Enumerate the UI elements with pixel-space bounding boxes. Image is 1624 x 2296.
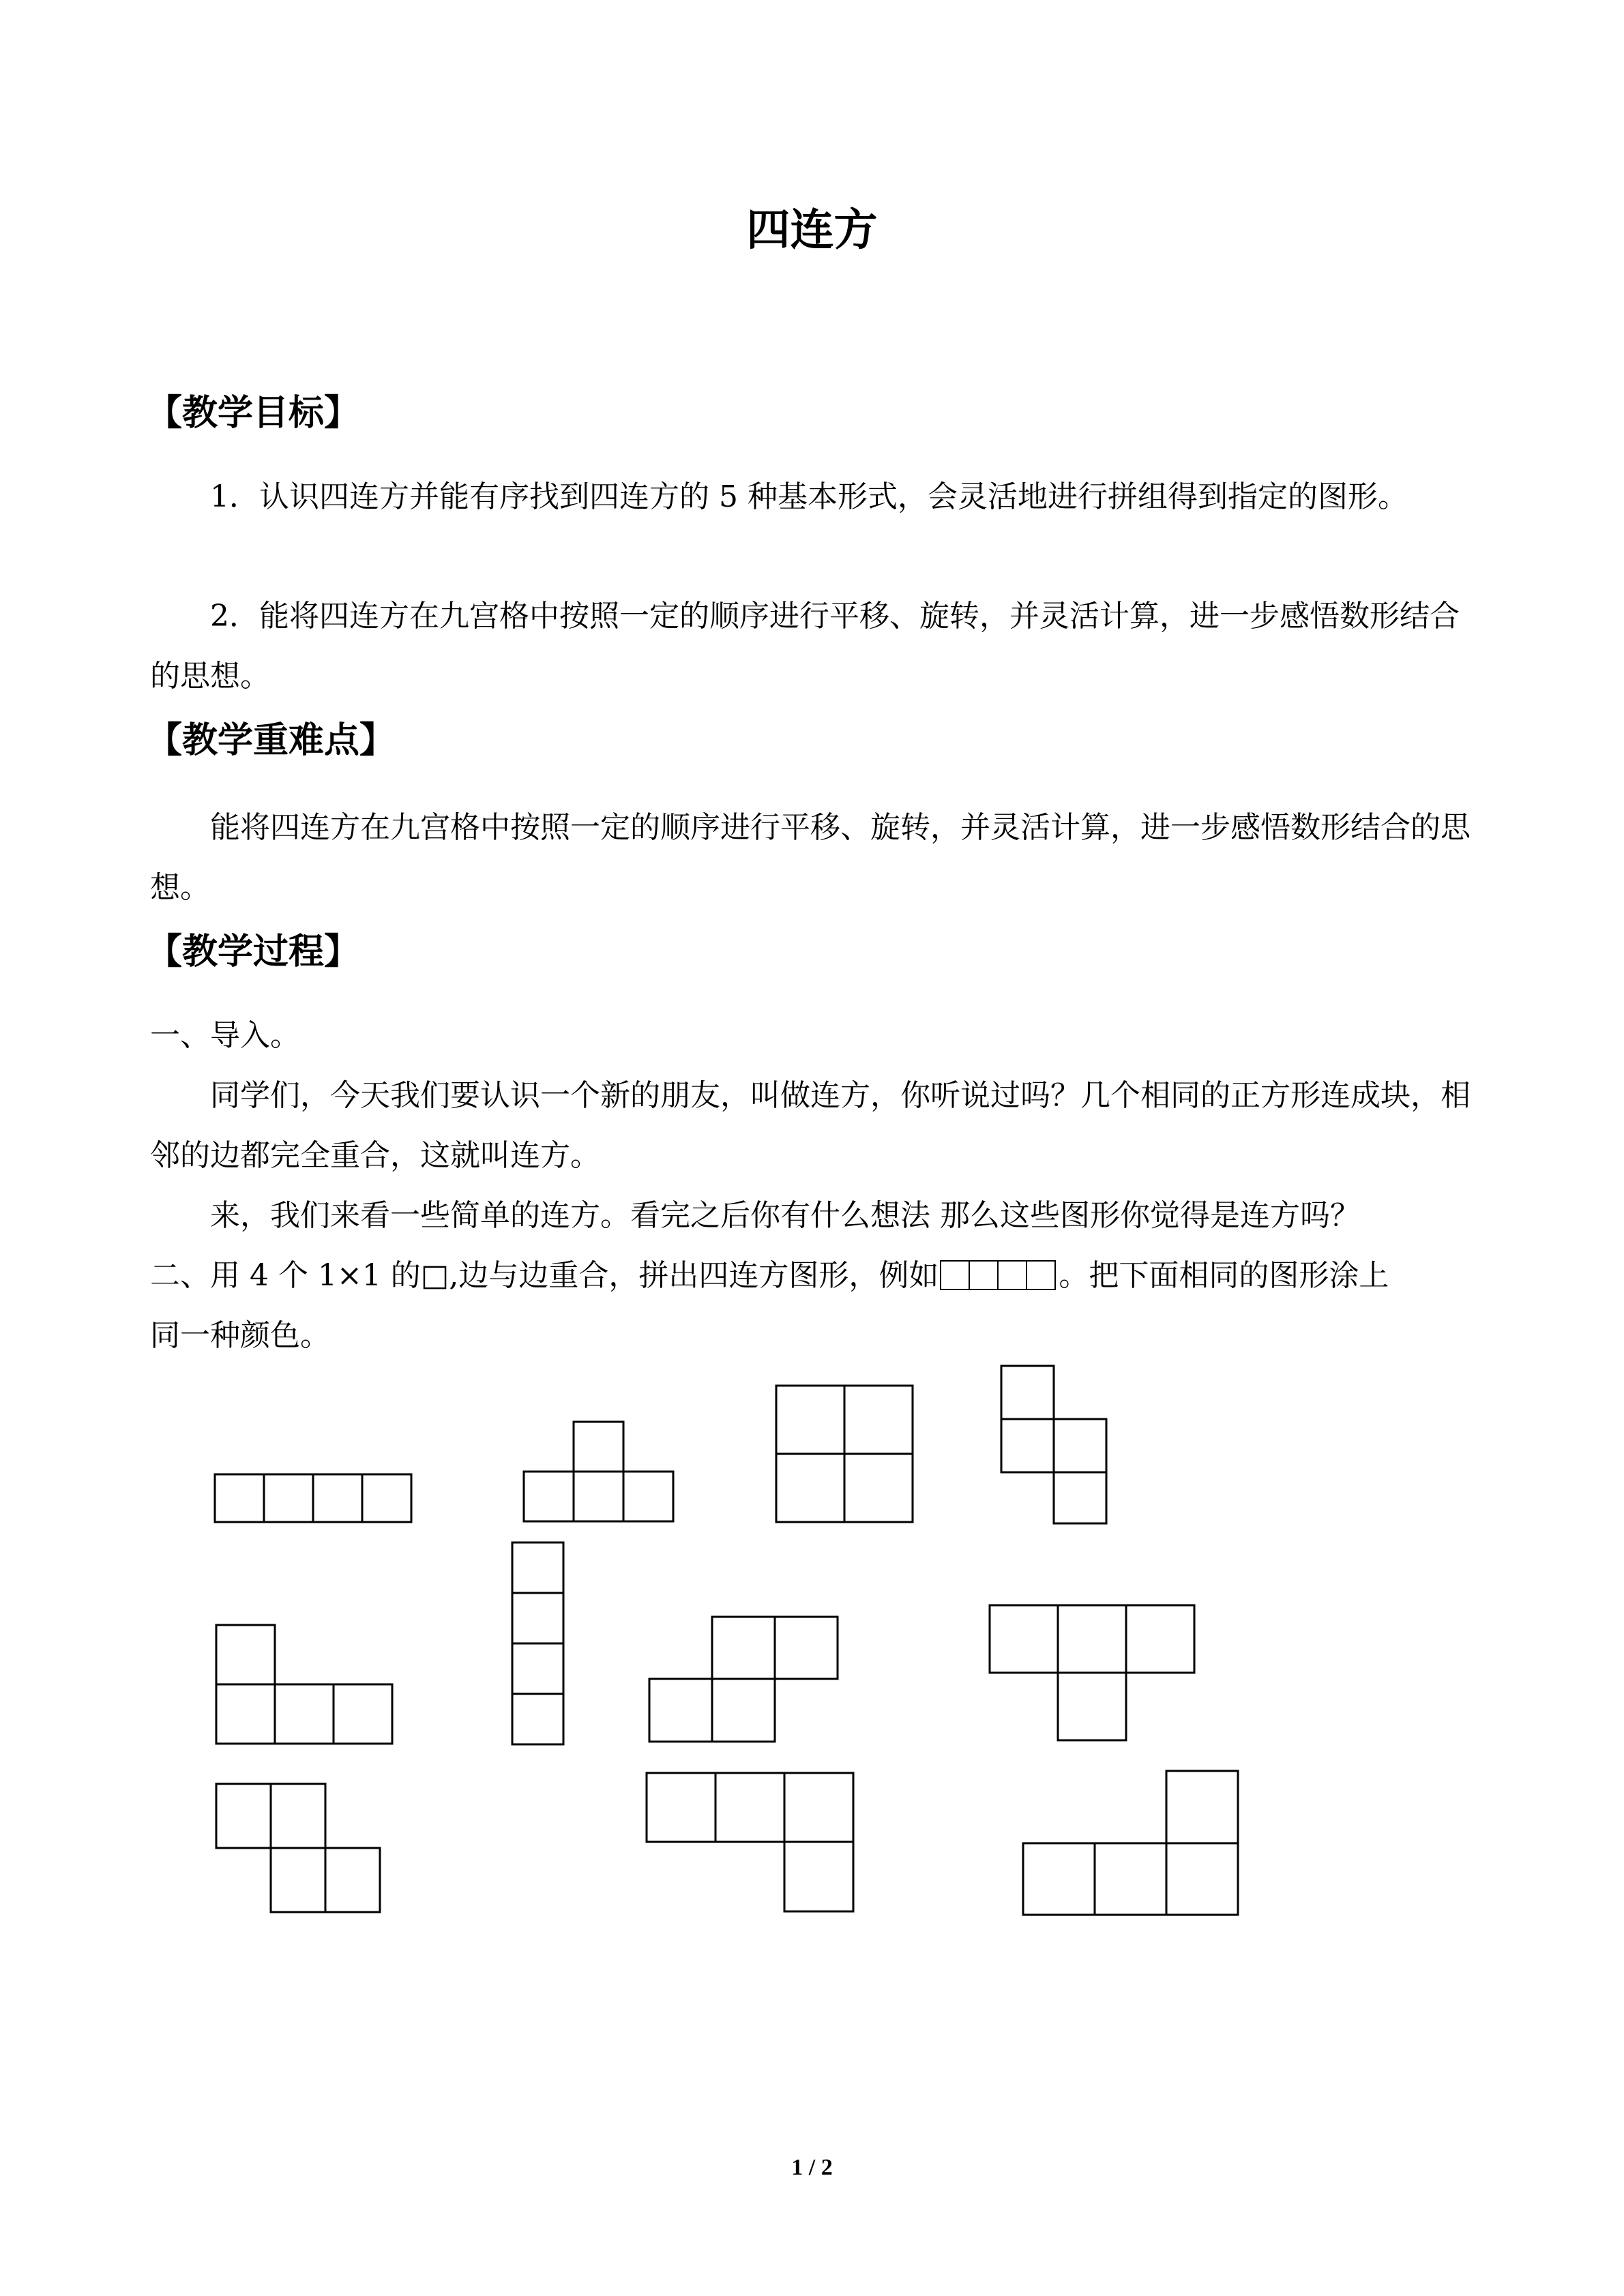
- goal-item-2: 2．能将四连方在九宫格中按照一定的顺序进行平移、旋转，并灵活计算，进一步感悟数形结合的思想。: [150, 599, 1460, 694]
- task-instruction-line-2: 同一种颜色。: [150, 1318, 330, 1353]
- task-text-part-2: 。把下面相同的图形涂上: [1059, 1258, 1389, 1293]
- tetromino-z: [216, 1784, 380, 1912]
- intro-paragraph-2: 来，我们来看一些简单的连方。看完之后你有什么想法 那么这些图形你觉得是连方吗？: [210, 1198, 1360, 1233]
- tetromino-j: [647, 1773, 853, 1911]
- tetromino-l-right: [1023, 1771, 1238, 1915]
- key-points-text: 能将四连方在九宫格中按照一定的顺序进行平移、旋转，并灵活计算，进一步感悟数形结合的思想。: [150, 810, 1471, 905]
- tetromino-t-down: [990, 1605, 1194, 1740]
- intro-paragraph-1: 同学们，今天我们要认识一个新的朋友，叫做连方，你听说过吗？几个相同的正方形连成块，相邻的边都完全重合，这就叫连方。: [150, 1078, 1471, 1173]
- tetromino-l: [216, 1625, 392, 1744]
- page-title: 四连方: [746, 205, 878, 256]
- heading-teaching-goals: 【教学目标】: [147, 393, 360, 434]
- heading-teaching-process: 【教学过程】: [147, 931, 360, 972]
- goal-item-1: 1．认识四连方并能有序找到四连方的 5 种基本形式，会灵活地进行拼组得到指定的图形。: [210, 479, 1408, 514]
- page-number: 1 / 2: [791, 2155, 833, 2180]
- heading-key-points: 【教学重难点】: [147, 720, 396, 761]
- task-text-part-1: 二、用 4 个 1×1 的□,边与边重合，拼出四连方图形，例如: [150, 1258, 939, 1293]
- tetromino-s-horizontal: [649, 1617, 838, 1742]
- intro-title: 一、导入。: [150, 1018, 300, 1053]
- tetromino-s-vertical: [1001, 1366, 1106, 1523]
- tetromino-i-vertical: [512, 1542, 563, 1744]
- tetromino-i-horizontal: [215, 1474, 411, 1522]
- tetromino-o-square: [776, 1386, 913, 1522]
- tetromino-t-up: [524, 1422, 673, 1521]
